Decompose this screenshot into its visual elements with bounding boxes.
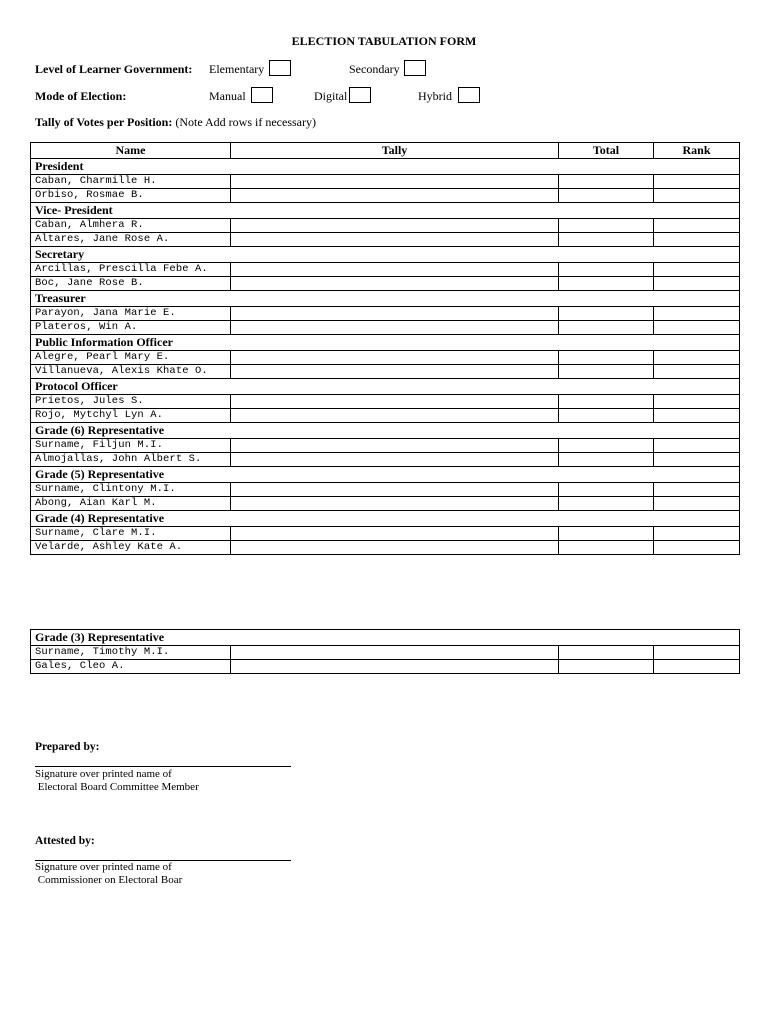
total-cell[interactable] [559, 483, 654, 497]
rank-cell[interactable] [654, 541, 740, 555]
rank-cell[interactable] [654, 497, 740, 511]
position-row [31, 423, 740, 439]
candidate-name: Prietos, Jules S. [31, 395, 231, 409]
candidate-row [31, 541, 740, 555]
position-row [31, 203, 740, 219]
option-manual-label: Manual [209, 89, 246, 103]
rank-cell[interactable] [654, 321, 740, 335]
candidate-name: Orbiso, Rosmae B. [31, 189, 231, 203]
tally-cell[interactable] [231, 453, 559, 467]
header-total: Total [559, 143, 654, 159]
candidate-name: Caban, Almhera R. [31, 219, 231, 233]
position-title: Secretary [31, 247, 740, 263]
attested-caption-line2: Commissioner on Electoral Boar [35, 874, 183, 886]
total-cell[interactable] [559, 263, 654, 277]
tally-cell[interactable] [231, 219, 559, 233]
candidate-name: Caban, Charmille H. [31, 175, 231, 189]
total-cell[interactable] [559, 233, 654, 247]
prepared-by-label: Prepared by: [35, 741, 100, 753]
total-cell[interactable] [559, 497, 654, 511]
attested-caption-line1: Signature over printed name of [35, 861, 172, 873]
position-row [31, 247, 740, 263]
rank-cell[interactable] [654, 646, 740, 660]
position-title: President [31, 159, 740, 175]
tally-cell[interactable] [231, 497, 559, 511]
header-tally: Tally [231, 143, 559, 159]
total-cell[interactable] [559, 351, 654, 365]
candidate-name: Parayon, Jana Marie E. [31, 307, 231, 321]
position-title: Treasurer [31, 291, 740, 307]
tally-cell[interactable] [231, 527, 559, 541]
position-row [31, 511, 740, 527]
position-title: Grade (3) Representative [31, 630, 740, 646]
candidate-name: Almojallas, John Albert S. [31, 453, 231, 467]
candidate-name: Boc, Jane Rose B. [31, 277, 231, 291]
rank-cell[interactable] [654, 277, 740, 291]
total-cell[interactable] [559, 646, 654, 660]
tally-cell[interactable] [231, 365, 559, 379]
option-digital-label: Digital [314, 89, 348, 103]
candidate-name: Alegre, Pearl Mary E. [31, 351, 231, 365]
total-cell[interactable] [559, 189, 654, 203]
tally-cell[interactable] [231, 395, 559, 409]
total-cell[interactable] [559, 409, 654, 423]
rank-cell[interactable] [654, 175, 740, 189]
tabulation-table-continued [30, 629, 740, 674]
tally-cell[interactable] [231, 307, 559, 321]
prepared-caption-line2: Electoral Board Committee Member [35, 781, 199, 793]
position-title: Vice- President [31, 203, 740, 219]
option-hybrid-label: Hybrid [418, 89, 452, 103]
rank-cell[interactable] [654, 483, 740, 497]
secondary-checkbox[interactable] [404, 60, 426, 76]
mode-row [35, 89, 126, 104]
candidate-row [31, 646, 740, 660]
position-row [31, 159, 740, 175]
position-title: Grade (5) Representative [31, 467, 740, 483]
option-elementary-label: Elementary [209, 62, 265, 76]
candidate-name: Velarde, Ashley Kate A. [31, 541, 231, 555]
candidate-name: Arcillas, Prescilla Febe A. [31, 263, 231, 277]
prepared-signature-caption [35, 768, 199, 794]
candidate-row [31, 233, 740, 247]
attested-by-label: Attested by: [35, 835, 95, 847]
rank-cell[interactable] [654, 365, 740, 379]
level-label: Level of Learner Government: [35, 62, 193, 76]
tally-cell[interactable] [231, 483, 559, 497]
rank-cell[interactable] [654, 189, 740, 203]
attested-signature-caption [35, 861, 182, 887]
rank-cell[interactable] [654, 395, 740, 409]
candidate-name: Surname, Clintony M.I. [31, 483, 231, 497]
total-cell[interactable] [559, 439, 654, 453]
candidate-row [31, 219, 740, 233]
rank-cell[interactable] [654, 263, 740, 277]
total-cell[interactable] [559, 307, 654, 321]
total-cell[interactable] [559, 660, 654, 674]
total-cell[interactable] [559, 395, 654, 409]
form-title: ELECTION TABULATION FORM [291, 34, 477, 48]
total-cell[interactable] [559, 453, 654, 467]
tally-cell[interactable] [231, 439, 559, 453]
tally-cell[interactable] [231, 409, 559, 423]
candidate-name: Surname, Filjun M.I. [31, 439, 231, 453]
tally-cell[interactable] [231, 233, 559, 247]
mode-label: Mode of Election: [35, 89, 127, 103]
candidate-name: Surname, Timothy M.I. [31, 646, 231, 660]
candidate-row [31, 453, 740, 467]
total-cell[interactable] [559, 541, 654, 555]
rank-cell[interactable] [654, 453, 740, 467]
total-cell[interactable] [559, 219, 654, 233]
candidate-row [31, 175, 740, 189]
total-cell[interactable] [559, 365, 654, 379]
candidate-row [31, 395, 740, 409]
candidate-name: Villanueva, Alexis Khate O. [31, 365, 231, 379]
position-title: Protocol Officer [31, 379, 740, 395]
candidate-row [31, 189, 740, 203]
hybrid-checkbox[interactable] [458, 87, 480, 103]
tally-cell[interactable] [231, 189, 559, 203]
position-row [31, 630, 740, 646]
tally-intro-note: (Note Add rows if necessary) [175, 115, 316, 129]
candidate-name: Surname, Clare M.I. [31, 527, 231, 541]
tabulation-table [30, 142, 740, 555]
tally-cell[interactable] [231, 277, 559, 291]
option-secondary-label: Secondary [349, 62, 400, 76]
candidate-row [31, 439, 740, 453]
rank-cell[interactable] [654, 307, 740, 321]
position-row [31, 335, 740, 351]
header-rank: Rank [654, 143, 740, 159]
position-title: Public Information Officer [31, 335, 740, 351]
table-header-row [31, 143, 740, 159]
tally-cell[interactable] [231, 321, 559, 335]
candidate-row [31, 277, 740, 291]
tally-cell[interactable] [231, 175, 559, 189]
candidate-row [31, 321, 740, 335]
header-name: Name [31, 143, 231, 159]
candidate-name: Gales, Cleo A. [31, 660, 231, 674]
rank-cell[interactable] [654, 351, 740, 365]
total-cell[interactable] [559, 527, 654, 541]
rank-cell[interactable] [654, 219, 740, 233]
position-row [31, 291, 740, 307]
candidate-row [31, 409, 740, 423]
tally-intro [35, 115, 316, 130]
tally-cell[interactable] [231, 660, 559, 674]
tally-cell[interactable] [231, 351, 559, 365]
candidate-name: Altares, Jane Rose A. [31, 233, 231, 247]
tally-intro-label: Tally of Votes per Position: [35, 115, 173, 129]
rank-cell[interactable] [654, 439, 740, 453]
position-title: Grade (6) Representative [31, 423, 740, 439]
rank-cell[interactable] [654, 233, 740, 247]
candidate-name: Abong, Aian Karl M. [31, 497, 231, 511]
manual-checkbox[interactable] [251, 87, 273, 103]
total-cell[interactable] [559, 277, 654, 291]
tally-cell[interactable] [231, 541, 559, 555]
candidate-name: Rojo, Mytchyl Lyn A. [31, 409, 231, 423]
position-row [31, 467, 740, 483]
candidate-row [31, 527, 740, 541]
candidate-row [31, 263, 740, 277]
rank-cell[interactable] [654, 660, 740, 674]
candidate-name: Plateros, Win A. [31, 321, 231, 335]
candidate-row [31, 365, 740, 379]
level-row [35, 62, 192, 77]
position-title: Grade (4) Representative [31, 511, 740, 527]
candidate-row [31, 483, 740, 497]
rank-cell[interactable] [654, 527, 740, 541]
candidate-row [31, 497, 740, 511]
elementary-checkbox[interactable] [269, 60, 291, 76]
prepared-caption-line1: Signature over printed name of [35, 768, 172, 780]
candidate-row [31, 660, 740, 674]
candidate-row [31, 307, 740, 321]
total-cell[interactable] [559, 321, 654, 335]
candidate-row [31, 351, 740, 365]
rank-cell[interactable] [654, 409, 740, 423]
digital-checkbox[interactable] [349, 87, 371, 103]
tally-cell[interactable] [231, 646, 559, 660]
tally-cell[interactable] [231, 263, 559, 277]
position-row [31, 379, 740, 395]
prepared-signature-line[interactable] [35, 766, 291, 767]
total-cell[interactable] [559, 175, 654, 189]
